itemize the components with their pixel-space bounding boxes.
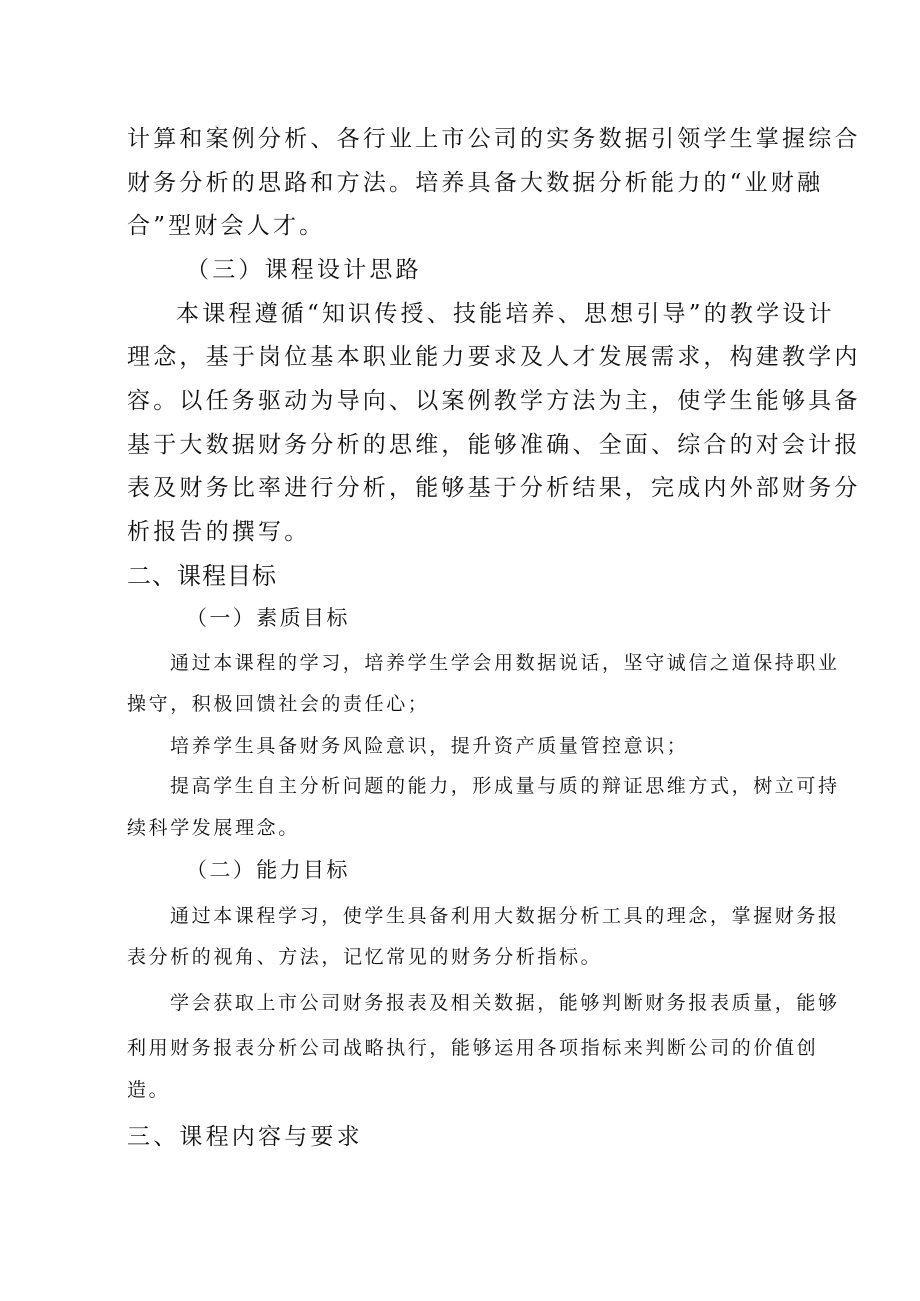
paragraph-line: 表及财务比率进行分析，能够基于分析结果，完成内外部财务分 [127, 475, 861, 501]
paragraph-line: 本课程遵循“知识传授、技能培养、思想引导”的教学设计 [176, 301, 835, 327]
section-heading-content: 三、课程内容与要求 [127, 1124, 363, 1150]
paragraph-line: 计算和案例分析、各行业上市公司的实务数据引领学生掌握综合 [127, 126, 861, 152]
paragraph-line: 理念，基于岗位基本职业能力要求及人才发展需求，构建教学内 [127, 344, 861, 370]
paragraph-line: 提高学生自主分析问题的能力，形成量与质的辩证思维方式，树立可持 [170, 775, 840, 797]
paragraph-line: 利用财务报表分析公司战略执行，能够运用各项指标来判断公司的价值创 [127, 1037, 819, 1059]
paragraph-line: 造。 [127, 1079, 171, 1101]
paragraph-line: 续科学发展理念。 [127, 817, 300, 839]
paragraph-line: 财务分析的思路和方法。培养具备大数据分析能力的“业财融 [127, 170, 824, 196]
paragraph-line: 基于大数据财务分析的思维，能够准确、全面、综合的对会计报 [127, 432, 861, 458]
section-heading-design: （三）课程设计思路 [186, 257, 422, 283]
paragraph-line: 通过本课程学习，使学生具备利用大数据分析工具的理念，掌握财务报 [170, 905, 840, 927]
paragraph-line: 合”型财会人才。 [127, 213, 326, 239]
paragraph-line: 培养学生具备财务风险意识，提升资产质量管控意识； [170, 735, 689, 757]
paragraph-line: 表分析的视角、方法，记忆常见的财务分析指标。 [127, 946, 603, 968]
paragraph-line: 通过本课程的学习，培养学生学会用数据说话，坚守诚信之道保持职业 [170, 652, 840, 674]
subsection-heading-ability: （二）能力目标 [186, 858, 350, 882]
paragraph-line: 容。以任务驱动为导向、以案例教学方法为主，使学生能够具备 [127, 388, 861, 414]
paragraph-line: 操守，积极回馈社会的责任心； [127, 693, 430, 715]
subsection-heading-quality: （一）素质目标 [186, 606, 350, 630]
paragraph-line: 析报告的撰写。 [127, 519, 311, 545]
paragraph-line: 学会获取上市公司财务报表及相关数据，能够判断财务报表质量，能够 [170, 992, 840, 1014]
section-heading-goals: 二、课程目标 [127, 562, 277, 590]
